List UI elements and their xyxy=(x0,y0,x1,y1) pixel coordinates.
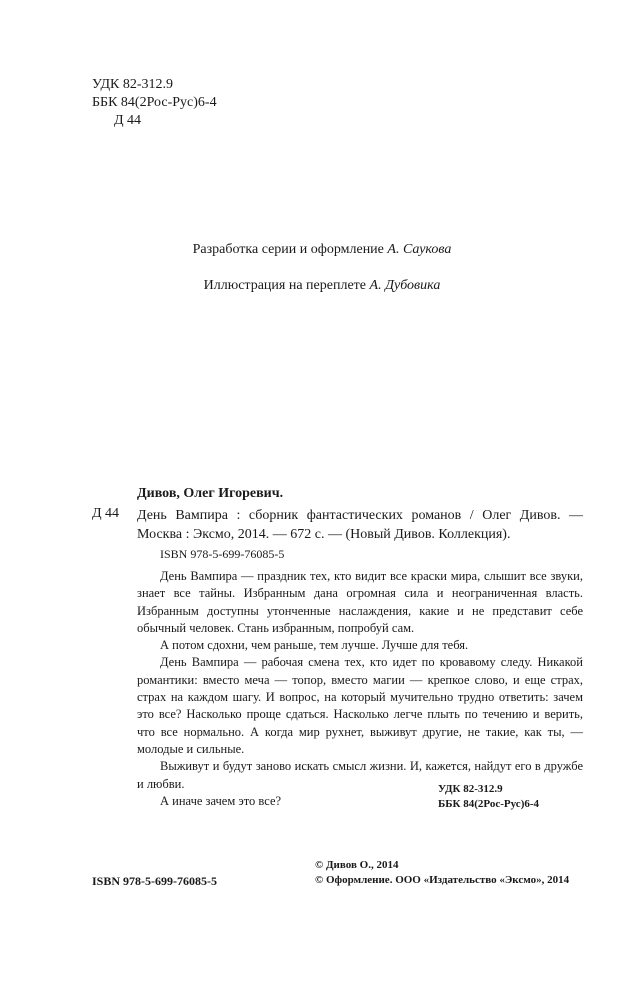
bbk-code: ББК 84(2Рос-Рус)6-4 xyxy=(92,95,217,110)
catalog-isbn: ISBN 978-5-699-76085-5 xyxy=(160,547,285,561)
bbk-code-right: ББК 84(2Рос-Рус)6-4 xyxy=(438,798,540,810)
design-credit-prefix: Разработка серии и оформление xyxy=(192,242,388,257)
annotation-paragraph: А иначе зачем это все? xyxy=(160,793,282,808)
udk-code-right: УДК 82-312.9 xyxy=(438,783,503,795)
illustration-credit-name: А. Дубовика xyxy=(369,278,441,293)
catalog-author: Дивов, Олег Игоревич. xyxy=(137,486,284,501)
classification-block-top xyxy=(92,76,217,130)
classification-block-right xyxy=(438,782,539,812)
udk-code: УДК 82-312.9 xyxy=(92,77,174,92)
catalog-description: День Вампира : сборник фантастических романов / Олег Дивов. — Москва : Эксмо, 2014. — 672 с. — (Новый Дивов. Коллекция). xyxy=(137,508,583,542)
copyright-design: © Оформление. ООО «Издательство «Эксмо», 2014 xyxy=(315,874,570,886)
series-design-credit xyxy=(0,242,644,258)
catalog-author-mark: Д 44 xyxy=(92,506,120,521)
illustration-credit-prefix: Иллюстрация на переплете xyxy=(203,278,370,293)
annotation-paragraph: День Вампира — рабочая смена тех, кто идет по кровавому следу. Никакой романтики: вместо меча — топор, вместо магии — крепкое слово, и еще страх, страх на каждом шагу. И вопрос, на который мучительно трудно ответить: зачем это все? Насколько проще сдаться. Насколько легче плыть по течению и верить, что все нормально. А когда мир рухнет, выживут другие, не такие, как ты, — молодые и сильные. xyxy=(137,655,583,756)
cover-illustration-credit xyxy=(0,278,644,294)
copyright-block xyxy=(315,858,569,888)
author-mark: Д 44 xyxy=(114,113,142,128)
annotation-paragraph: День Вампира — праздник тех, кто видит все краски мира, слышит все звуки, знает все тайны. Избранным дана огромная сила и неограниченная власть. Избранным доступны утонченные наслаждения, какие и не представит себе обычный человек. Стань избранным, попробуй сам. xyxy=(137,569,583,635)
annotation-paragraph: Выживут и будут заново искать смысл жизни. И, кажется, найдут его в дружбе и любви. xyxy=(137,759,583,791)
annotation xyxy=(137,568,583,810)
copyright-author: © Дивов О., 2014 xyxy=(315,859,399,871)
design-credit-name: А. Саукова xyxy=(387,242,452,257)
annotation-paragraph: А потом сдохни, чем раньше, тем лучше. Лучше для тебя. xyxy=(160,638,469,653)
footer-isbn: ISBN 978-5-699-76085-5 xyxy=(92,874,217,888)
